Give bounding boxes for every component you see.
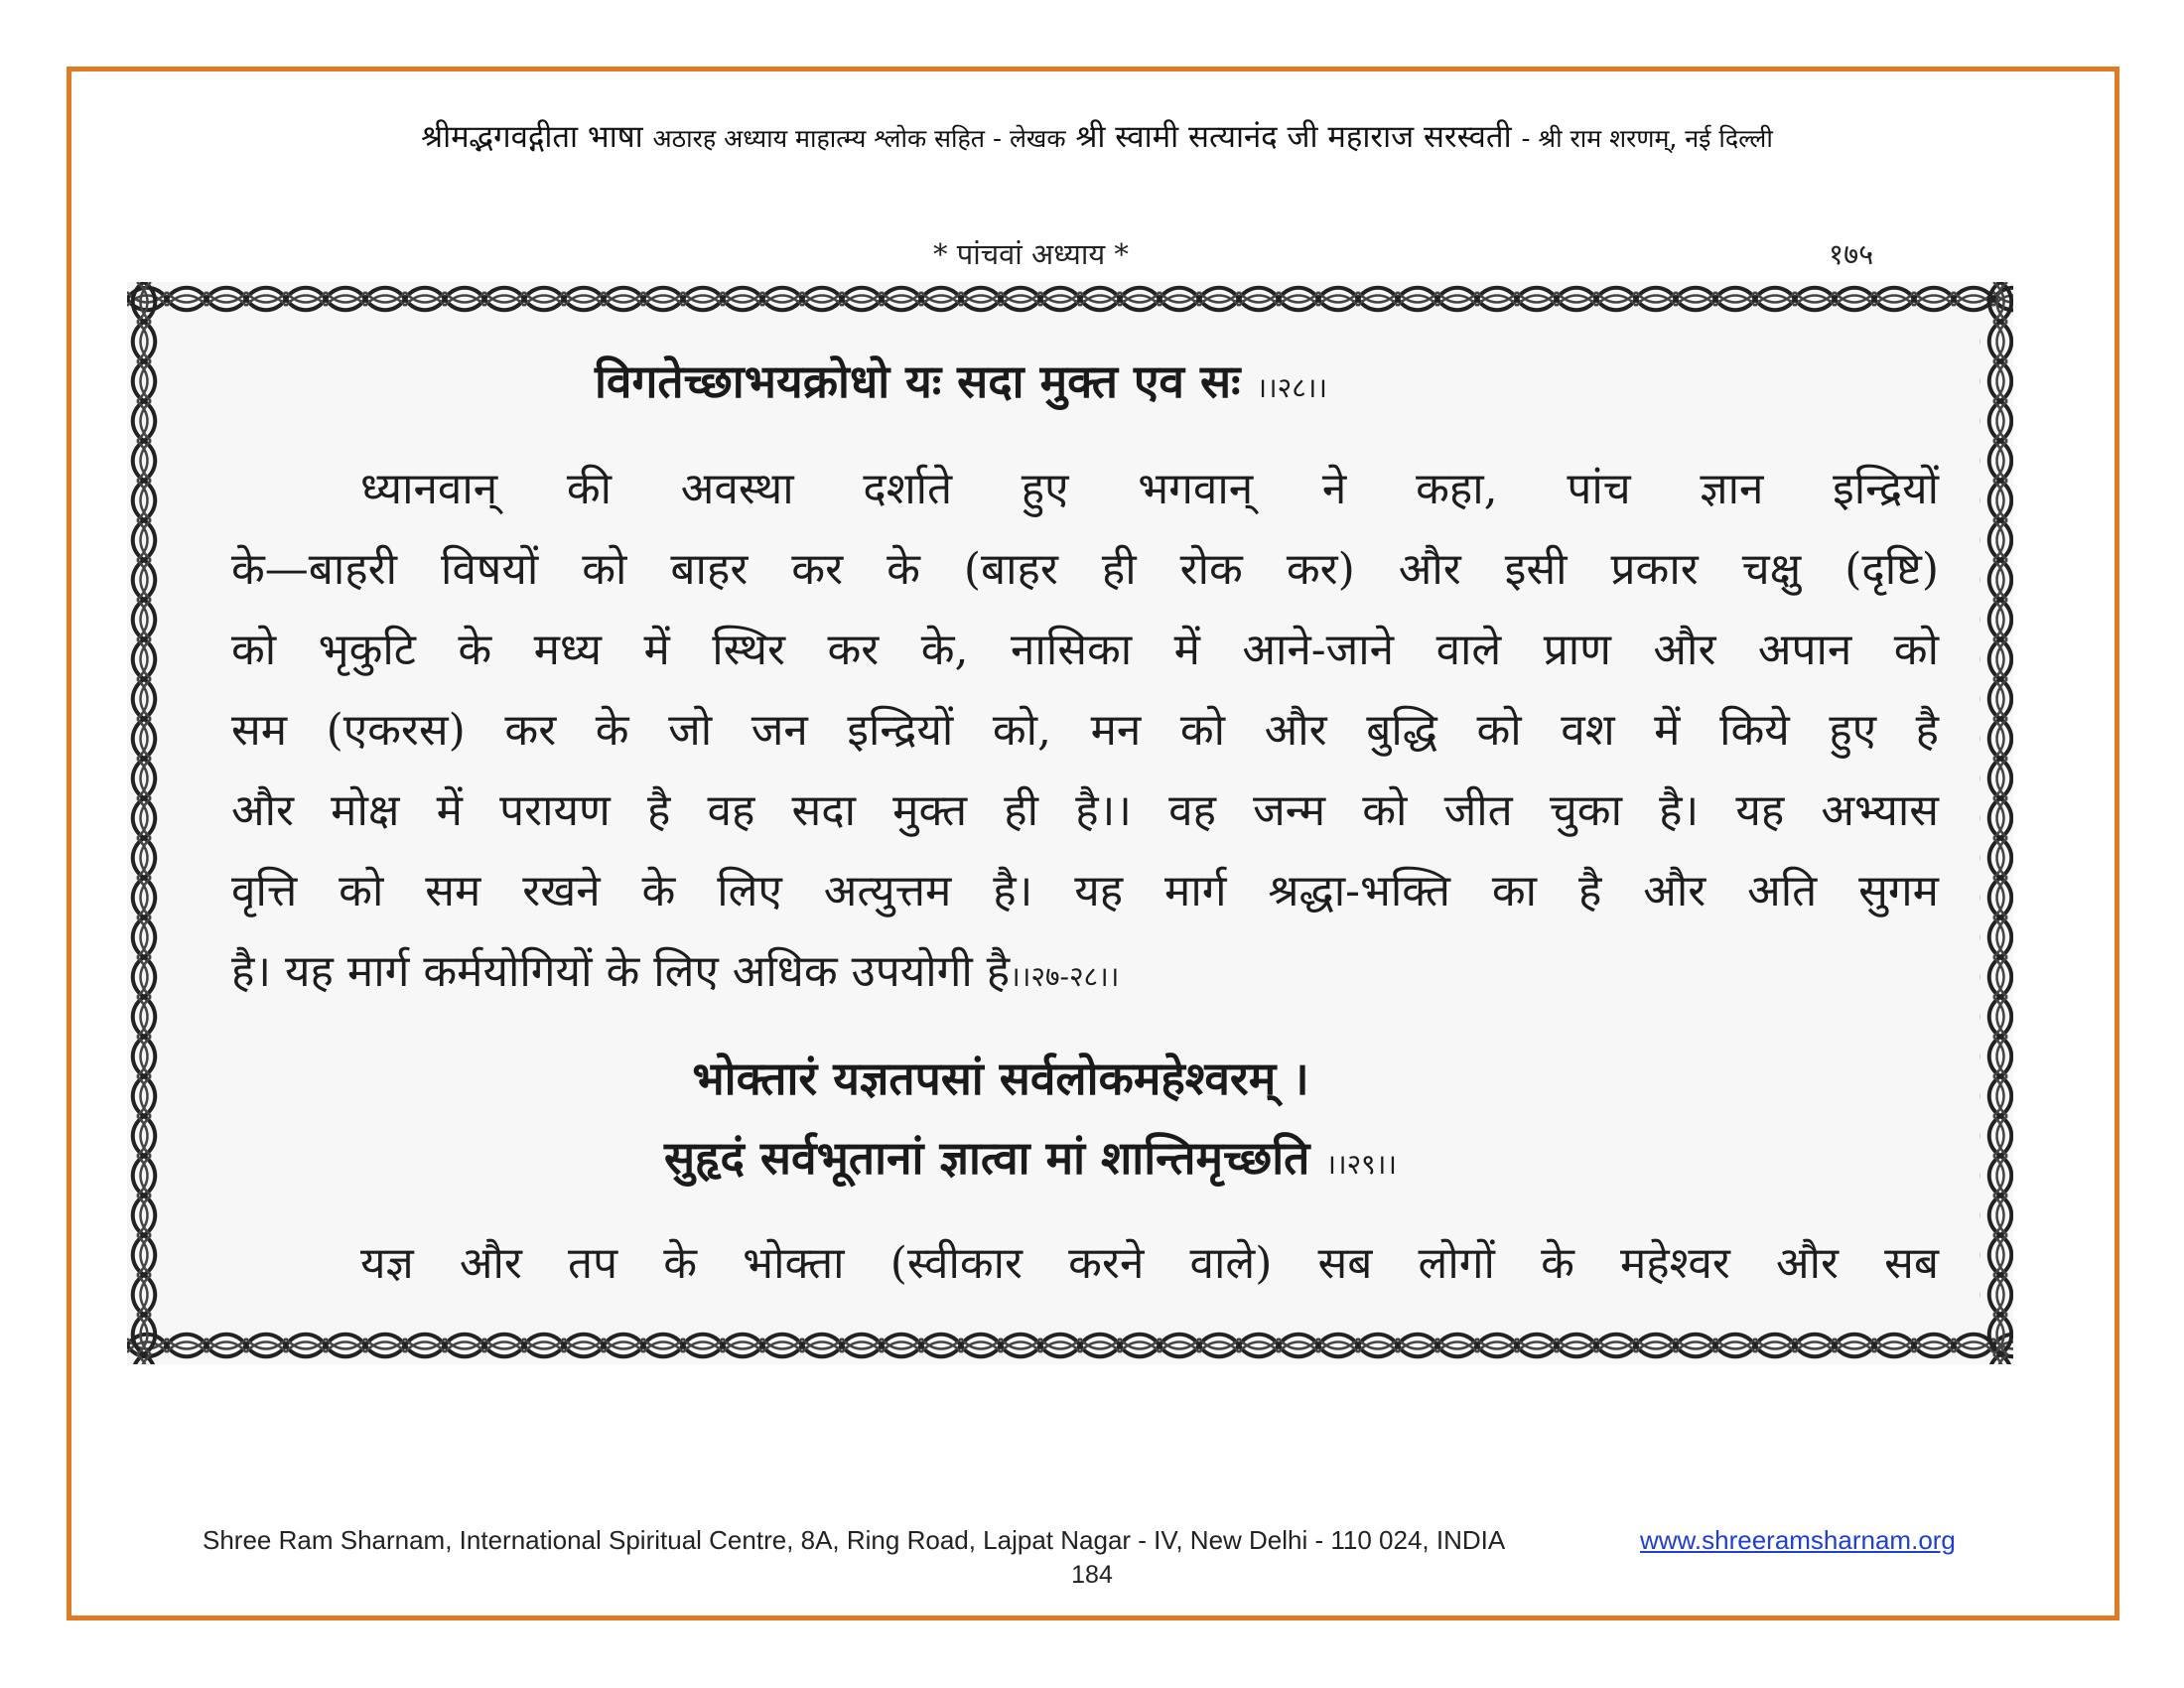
paragraph-number: ।।२७-२८।। bbox=[1010, 960, 1120, 993]
paragraph-line-3: को भृकुटि के मध्य में स्थिर कर के, नासिका में आने-जाने वाले प्राण और अपान को bbox=[231, 625, 1939, 675]
scanned-page bbox=[127, 282, 2013, 1364]
paragraph-line-4: सम (एकरस) कर के जो जन इन्द्रियों को, मन को और बुद्धि को वश में किये हुए है bbox=[231, 705, 1939, 756]
footer-address: Shree Ram Sharnam, International Spiritual Centre, 8A, Ring Road, Lajpat Nagar - IV, New Delhi - 110 024, INDIA bbox=[203, 1525, 1506, 1555]
verse-29-number: ।।२९।। bbox=[1325, 1148, 1397, 1181]
header-publisher: - श्री राम शरणम्, नई दिल्ली bbox=[1521, 124, 1773, 153]
verse-28-line bbox=[18, 350, 1904, 411]
paragraph-line-2: के—बाहरी विषयों को बाहर कर के (बाहर ही रोक कर) और इसी प्रकार चक्षु (दृष्टि) bbox=[231, 544, 1939, 595]
paragraph-line-6: वृत्ति को सम रखने के लिए अत्युत्तम है। यह मार्ग श्रद्धा-भक्ति का है और अति सुगम bbox=[231, 866, 1939, 916]
verse-29-text: सुहृदं सर्वभूतानां ज्ञात्वा मां शान्तिमृच्छति bbox=[664, 1131, 1310, 1185]
verse-29-line-1: भोक्तारं यज्ञतपसां सर्वलोकमहेश्वरम् । bbox=[692, 1052, 1309, 1105]
website-link[interactable]: www.shreeramsharnam.org bbox=[1640, 1525, 1956, 1555]
header-title: श्रीमद्भगवद्गीता भाषा bbox=[421, 119, 643, 155]
footer-page-number: 184 bbox=[1071, 1561, 1113, 1589]
paragraph-line-7-text: है। यह मार्ग कर्मयोगियों के लिए अधिक उपयोगी है bbox=[231, 946, 1011, 997]
page-header bbox=[109, 115, 2085, 157]
chapter-heading: * पांचवां अध्याय * bbox=[933, 237, 1129, 271]
paragraph-line-1: ध्यानवान् की अवस्था दर्शाते हुए भगवान् ने कहा, पांच ज्ञान इन्द्रियों bbox=[360, 464, 1939, 514]
scan-page-number: १७५ bbox=[1829, 237, 1874, 271]
paragraph-line-5: और मोक्ष में परायण है वह सदा मुक्त ही है।। वह जन्म को जीत चुका है। यह अभ्यास bbox=[231, 785, 1939, 836]
verse-28-number: ।।२८।। bbox=[1256, 371, 1328, 404]
paragraph-line-7 bbox=[231, 939, 1939, 999]
verse-28-text: विगतेच्छाभयक्रोधो यः सदा मुक्त एव सः bbox=[594, 354, 1241, 408]
header-author: श्री स्वामी सत्यानंद जी महाराज सरस्वती bbox=[1075, 119, 1512, 155]
paragraph-last-line: यज्ञ और तप के भोक्ता (स्वीकार करने वाले) सब लोगों के महेश्वर और सब bbox=[360, 1238, 1939, 1289]
header-subtitle: अठारह अध्याय माहात्म्य श्लोक सहित - लेखक bbox=[652, 124, 1066, 153]
verse-29-line-2 bbox=[87, 1126, 1974, 1188]
